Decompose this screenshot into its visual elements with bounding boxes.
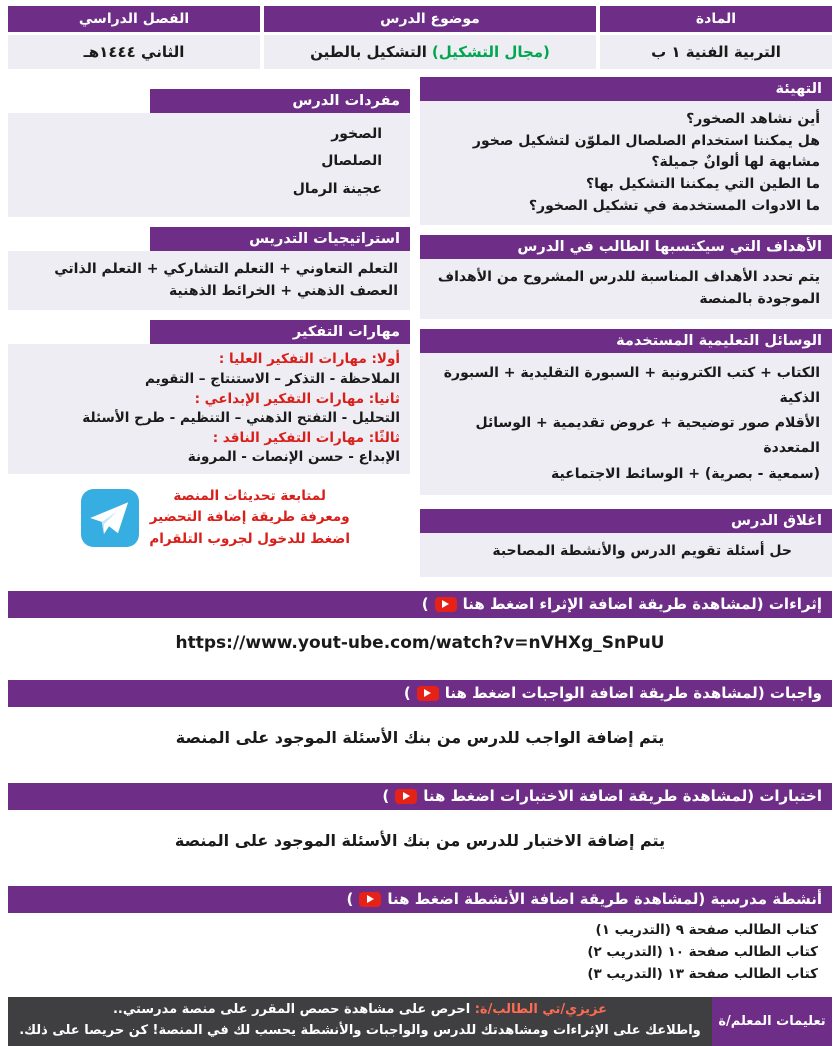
youtube-icon [359, 892, 381, 907]
enrichment-link[interactable]: https://www.yout-ube.com/watch?v=nVHXg_SnPuU [175, 632, 665, 653]
enrichments-title: إثراءات (لمشاهدة طريقة اضافة الإثراء اضغط هنا [462, 595, 822, 614]
footer-label: تعليمات المعلم/ة [712, 997, 832, 1046]
tests-header[interactable] [8, 783, 832, 810]
tests-title: اختبارات (لمشاهدة طريقة اضافة الاختبارات اضغط هنا [423, 787, 822, 806]
warmup-line: هل يمكننا استخدام الصلصال الملوّن لتشكيل صخور مشابهة لها ألوانٌ جميلة؟ [472, 132, 820, 171]
thinking-line: التحليل - التفتح الذهني – التنظيم - طرح الأسئلة [82, 410, 400, 427]
teacher-instructions-footer [8, 997, 832, 1046]
telegram-line: لمتابعة تحديثات المنصة [173, 487, 326, 504]
thinking-line: الإبداع - حسن الإنصات - المرونة [187, 449, 400, 466]
semester-value: الثاني ١٤٤٤هـ [8, 35, 260, 69]
semester-header: الفصل الدراسي [8, 6, 260, 32]
closing-text: حل أسئلة تقويم الدرس والأنشطة المصاحبة [492, 542, 792, 559]
telegram-line: اضغط للدخول لجروب التلقرام [149, 530, 350, 547]
warmup-line: ما الطين التي يمكننا التشكيل بها؟ [586, 176, 820, 193]
thinking-line: الملاحظة - التذكر – الاستنتاج – التقويم [145, 370, 400, 387]
enrichments-paren: ) [421, 595, 429, 614]
homework-paren: ) [403, 684, 411, 703]
activities-body [8, 913, 832, 989]
main-columns [8, 77, 832, 577]
strategies-body [8, 251, 410, 310]
homework-body [8, 707, 832, 769]
tests-body [8, 810, 832, 872]
play-icon [403, 792, 410, 800]
homework-header[interactable] [8, 680, 832, 707]
enrichments-header[interactable] [8, 591, 832, 618]
strategies-header: استراتيجيات التدريس [150, 227, 410, 251]
footer-line1-lead: عزيزي/تي الطالب/ة: [474, 1002, 608, 1018]
tests-text: يتم إضافة الاختبار للدرس من بنك الأسئلة الموجود على المنصة [174, 831, 666, 851]
info-table [8, 6, 832, 69]
telegram-icon[interactable] [81, 489, 139, 547]
warmup-body [420, 101, 832, 225]
warmup-header: التهيئة [420, 77, 832, 101]
right-column [420, 77, 832, 577]
homework-title: واجبات (لمشاهدة طريقة اضافة الواجبات اضغط هنا [444, 684, 822, 703]
thinking-heading: ثالثًا: مهارات التفكير الناقد : [212, 429, 400, 446]
subject-value: التربية الفنية ١ ب [600, 35, 832, 69]
topic-value [264, 35, 596, 69]
footer-line-2: واطلاعك على الإثراءات ومشاهدتك للدرس والواجبات والأنشطة يحسب لك في المنصة! كن حريصا على ذلك. [19, 1023, 701, 1039]
thinking-heading: ثانيا: مهارات التفكير الإبداعي : [194, 390, 400, 407]
youtube-icon [417, 686, 439, 701]
topic-field-label: (مجال التشكيل) [431, 43, 550, 61]
youtube-icon [395, 789, 417, 804]
enrichments-body [8, 618, 832, 668]
thinking-skills-header: مهارات التفكير [150, 320, 410, 344]
footer-text [8, 997, 712, 1046]
aids-line: (سمعية - بصرية) + الوسائط الاجتماعية [550, 465, 820, 482]
activity-item: كتاب الطالب صفحة ٩ (التدريب ١) [595, 921, 818, 938]
telegram-text [149, 486, 350, 551]
activity-item: كتاب الطالب صفحة ١٣ (التدريب ٣) [587, 966, 818, 983]
semester-column [8, 6, 260, 69]
subject-column [600, 6, 832, 69]
topic-title: التشكيل بالطين [310, 43, 427, 61]
activities-header[interactable] [8, 886, 832, 913]
tests-paren: ) [382, 787, 390, 806]
vocabulary-body [8, 113, 410, 217]
homework-text: يتم إضافة الواجب للدرس من بنك الأسئلة الموجود على المنصة [175, 728, 665, 748]
subject-header: المادة [600, 6, 832, 32]
footer-line-1 [113, 1000, 607, 1021]
telegram-link-block[interactable] [8, 486, 410, 551]
play-icon [424, 689, 431, 697]
objectives-text: يتم تحدد الأهداف المناسبة للدرس المشروح من الأهداف الموجودة بالمنصة [437, 269, 820, 308]
aids-line: الأقلام صور توضيحية + عروض تقديمية + الوسائل المتعددة [475, 415, 820, 457]
teaching-aids-body [420, 353, 832, 495]
lesson-closing-body [420, 533, 832, 577]
teaching-aids-header: الوسائل التعليمية المستخدمة [420, 329, 832, 353]
vocab-item: الصلصال [321, 153, 382, 170]
youtube-icon [435, 597, 457, 612]
warmup-line: ما الادوات المستخدمة في تشكيل الصخور؟ [528, 197, 820, 214]
play-icon [367, 895, 374, 903]
left-column [8, 77, 410, 551]
activities-paren: ) [346, 890, 354, 909]
lesson-closing-header: اغلاق الدرس [420, 509, 832, 533]
objectives-body [420, 259, 832, 318]
activity-item: كتاب الطالب صفحة ١٠ (التدريب ٢) [587, 944, 818, 961]
vocab-item: الصخور [331, 126, 382, 142]
strategy-line: التعلم التعاوني + التعلم التشاركي + التعلم الذاتي [54, 261, 398, 277]
aids-line: الكتاب + كتب الكترونية + السبورة التقليدية + السبورة الذكية [443, 364, 820, 406]
wide-sections [8, 591, 832, 989]
warmup-line: أين نشاهد الصخور؟ [686, 111, 820, 127]
footer-line1-rest: احرص على مشاهدة حصص المقرر على منصة مدرستي.. [112, 1002, 475, 1018]
activities-title: أنشطة مدرسية (لمشاهدة طريقة اضافة الأنشطة اضغط هنا [387, 890, 822, 909]
play-icon [442, 600, 449, 608]
strategy-line: العصف الذهني + الخرائط الذهنية [168, 282, 398, 299]
thinking-skills-body [8, 344, 410, 473]
topic-column [264, 6, 596, 69]
thinking-heading: أولا: مهارات التفكير العليا : [218, 351, 400, 368]
vocab-item: عجينة الرمال [292, 180, 382, 197]
objectives-header: الأهداف التي سيكتسبها الطالب في الدرس [420, 235, 832, 259]
telegram-line: ومعرفة طريقة إضافة التحضير [149, 509, 350, 526]
topic-header: موضوع الدرس [264, 6, 596, 32]
vocabulary-header: مفردات الدرس [150, 89, 410, 113]
